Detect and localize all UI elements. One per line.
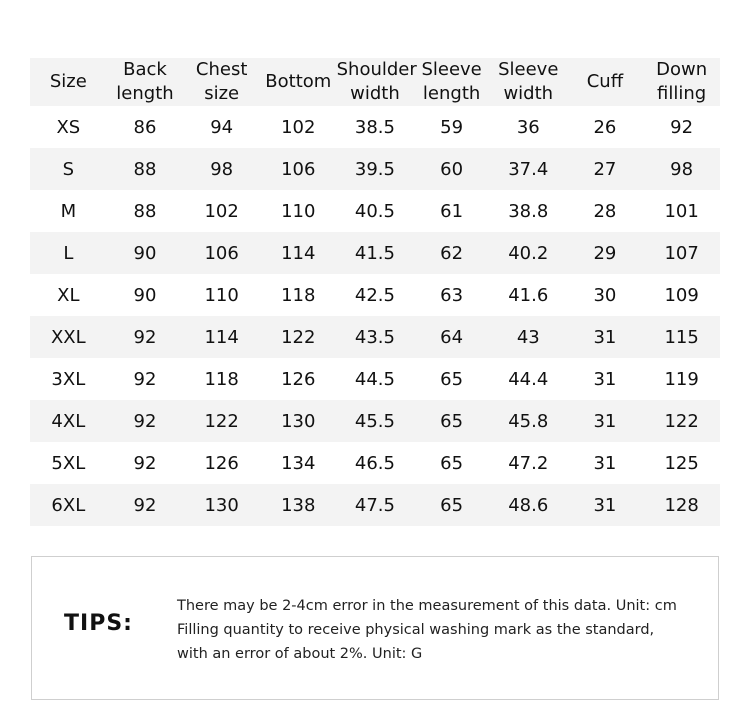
measurement-cell: 43 xyxy=(516,326,540,348)
table-row xyxy=(30,148,720,190)
size-cell: 5XL xyxy=(51,452,86,474)
measurement-cell: 92 xyxy=(133,494,157,516)
measurement-cell: 65 xyxy=(440,494,464,516)
measurement-cell: 122 xyxy=(204,410,239,432)
measurement-cell: 122 xyxy=(664,410,699,432)
measurement-cell: 40.5 xyxy=(354,200,395,222)
measurement-cell: 92 xyxy=(133,452,157,474)
measurement-cell: 114 xyxy=(204,326,239,348)
size-cell: 4XL xyxy=(51,410,86,432)
measurement-cell: 40.2 xyxy=(508,242,549,264)
measurement-cell: 102 xyxy=(204,200,239,222)
table-row xyxy=(30,400,720,442)
table-row xyxy=(30,106,720,148)
size-cell: S xyxy=(62,158,75,180)
measurement-cell: 27 xyxy=(593,158,617,180)
column-header-text: width xyxy=(350,83,400,104)
measurement-cell: 92 xyxy=(670,116,694,138)
size-cell: 3XL xyxy=(51,368,86,390)
table-row xyxy=(30,484,720,526)
column-header xyxy=(107,58,184,106)
column-header xyxy=(567,58,644,106)
size-cell: XL xyxy=(57,284,80,306)
column-header xyxy=(30,58,107,106)
table-body xyxy=(30,106,720,526)
measurement-cell: 41.5 xyxy=(354,242,395,264)
column-header-text: Sleeve xyxy=(421,59,482,80)
measurement-cell: 28 xyxy=(593,200,617,222)
size-cell: XXL xyxy=(50,326,86,348)
measurement-cell: 41.6 xyxy=(508,284,549,306)
column-header xyxy=(183,58,260,106)
measurement-cell: 29 xyxy=(593,242,617,264)
tips-title: TIPS: xyxy=(64,611,133,636)
measurement-cell: 65 xyxy=(440,368,464,390)
measurement-cell: 88 xyxy=(133,200,157,222)
measurement-cell: 38.8 xyxy=(508,200,549,222)
column-header-text: size xyxy=(204,83,240,104)
measurement-cell: 88 xyxy=(133,158,157,180)
measurement-cell: 125 xyxy=(664,452,699,474)
measurement-cell: 31 xyxy=(593,368,617,390)
column-header-text: Shoulder xyxy=(336,59,417,80)
measurement-cell: 39.5 xyxy=(354,158,395,180)
measurement-cell: 92 xyxy=(133,410,157,432)
column-header xyxy=(260,58,337,106)
measurement-cell: 90 xyxy=(133,242,157,264)
tips-line-filling: Filling quantity to receive physical washing mark as the standard, xyxy=(177,622,655,638)
measurement-cell: 62 xyxy=(440,242,464,264)
measurement-cell: 30 xyxy=(593,284,617,306)
size-cell: XS xyxy=(56,116,81,138)
table-row xyxy=(30,316,720,358)
measurement-cell: 60 xyxy=(440,158,464,180)
measurement-cell: 101 xyxy=(664,200,699,222)
measurement-cell: 106 xyxy=(204,242,239,264)
column-header-text: Size xyxy=(49,71,87,92)
measurement-cell: 31 xyxy=(593,494,617,516)
measurement-cell: 65 xyxy=(440,410,464,432)
column-header-text: Bottom xyxy=(265,71,332,92)
column-header-text: length xyxy=(116,83,174,104)
measurement-cell: 31 xyxy=(593,326,617,348)
column-header-text: Down xyxy=(656,59,708,80)
tips-box xyxy=(31,556,719,700)
measurement-cell: 119 xyxy=(664,368,699,390)
measurement-cell: 64 xyxy=(440,326,464,348)
measurement-cell: 43.5 xyxy=(354,326,395,348)
size-cell: M xyxy=(60,200,77,222)
measurement-cell: 63 xyxy=(440,284,464,306)
tips-line-error: with an error of about 2%. Unit: G xyxy=(177,646,423,662)
measurement-cell: 107 xyxy=(664,242,699,264)
table-row xyxy=(30,442,720,484)
measurement-cell: 36 xyxy=(516,116,540,138)
measurement-cell: 115 xyxy=(664,326,699,348)
measurement-cell: 47.2 xyxy=(508,452,549,474)
size-chart-table xyxy=(30,58,720,526)
measurement-cell: 44.5 xyxy=(354,368,395,390)
measurement-cell: 106 xyxy=(281,158,316,180)
column-header xyxy=(336,58,417,106)
size-cell: L xyxy=(63,242,74,264)
column-header xyxy=(643,58,720,106)
measurement-cell: 47.5 xyxy=(354,494,395,516)
measurement-cell: 31 xyxy=(593,410,617,432)
column-header-text: length xyxy=(422,83,481,104)
tips-text xyxy=(177,594,677,666)
measurement-cell: 48.6 xyxy=(508,494,549,516)
measurement-cell: 130 xyxy=(281,410,316,432)
measurement-cell: 130 xyxy=(204,494,239,516)
measurement-cell: 44.4 xyxy=(508,368,549,390)
table-row xyxy=(30,190,720,232)
measurement-cell: 38.5 xyxy=(354,116,395,138)
column-header-text: Cuff xyxy=(586,71,624,92)
measurement-cell: 102 xyxy=(281,116,316,138)
tips-line-measurement: There may be 2-4cm error in the measurement of this data. Unit: cm xyxy=(177,598,677,614)
measurement-cell: 138 xyxy=(281,494,316,516)
measurement-cell: 98 xyxy=(670,158,694,180)
measurement-cell: 42.5 xyxy=(354,284,395,306)
measurement-cell: 92 xyxy=(133,368,157,390)
measurement-cell: 98 xyxy=(210,158,234,180)
measurement-cell: 86 xyxy=(133,116,157,138)
table-row xyxy=(30,358,720,400)
measurement-cell: 118 xyxy=(204,368,239,390)
measurement-cell: 31 xyxy=(593,452,617,474)
measurement-cell: 109 xyxy=(664,284,699,306)
measurement-cell: 114 xyxy=(281,242,316,264)
measurement-cell: 110 xyxy=(204,284,239,306)
measurement-cell: 110 xyxy=(281,200,316,222)
measurement-cell: 94 xyxy=(210,116,234,138)
measurement-cell: 126 xyxy=(281,368,316,390)
measurement-cell: 37.4 xyxy=(508,158,549,180)
measurement-cell: 26 xyxy=(593,116,617,138)
measurement-cell: 128 xyxy=(664,494,699,516)
measurement-cell: 46.5 xyxy=(354,452,395,474)
measurement-cell: 59 xyxy=(440,116,464,138)
measurement-cell: 134 xyxy=(281,452,316,474)
measurement-cell: 90 xyxy=(133,284,157,306)
column-header-text: Chest xyxy=(195,59,248,80)
measurement-cell: 92 xyxy=(133,326,157,348)
column-header-text: Back xyxy=(123,59,167,80)
measurement-cell: 45.8 xyxy=(508,410,549,432)
column-header-text: filling xyxy=(657,83,707,104)
measurement-cell: 118 xyxy=(281,284,316,306)
measurement-cell: 122 xyxy=(281,326,316,348)
table-header-row xyxy=(30,58,720,106)
measurement-cell: 126 xyxy=(204,452,239,474)
column-header-text: width xyxy=(503,83,554,104)
measurement-cell: 65 xyxy=(440,452,464,474)
measurement-cell: 61 xyxy=(440,200,464,222)
table-row xyxy=(30,232,720,274)
size-cell: 6XL xyxy=(51,494,86,516)
measurement-cell: 45.5 xyxy=(354,410,395,432)
column-header xyxy=(490,58,567,106)
table-row xyxy=(30,274,720,316)
column-header-text: Sleeve xyxy=(498,59,559,80)
column-header xyxy=(413,58,490,106)
